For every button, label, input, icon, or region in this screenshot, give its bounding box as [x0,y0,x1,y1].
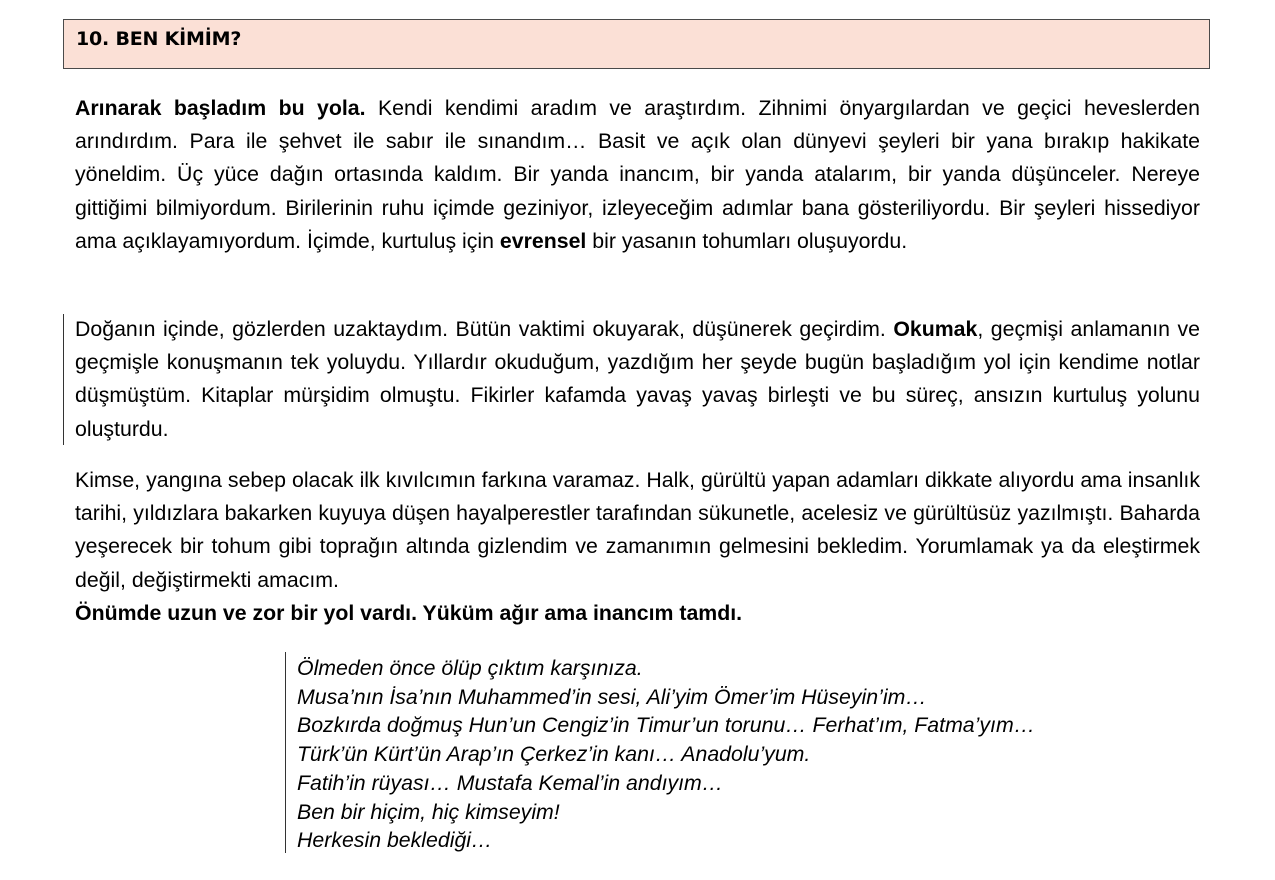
poem-side-bar [285,652,286,853]
poem-line: Herkesin beklediği… [297,828,493,853]
paragraph-2-text-a: Doğanın içinde, gözlerden uzaktaydım. Bütün vaktimi okuyarak, düşünerek geçirdim. [75,317,894,341]
poem-line: Musa’nın İsa’nın Muhammed’in sesi, Ali’yim Ömer’im Hüseyin’im… [297,684,927,709]
paragraph-1-text-a: Kendi kendimi aradım ve araştırdım. Zihnimi önyargılardan ve geçici heveslerden arındırdım. Para ile şehvet ile sabır ile sınandım… Basit ve açık olan dünyevi şeyleri bir yana bırakıp hakikate yöneldim. Üç yüce dağın ortasında kaldım. Bir yanda inancım, bir yanda atalarım, bir yanda düşünceler. Nereye gittiğimi bilmiyordum. Birilerinin ruhu içimde geziniyor, izleyeceğim adımlar bana gösteriliyordu. Bir şeyleri hissediyor ama açıklayamıyordum. İçimde, kurtuluş için [75,96,1200,253]
title-box [63,19,1210,69]
paragraph-2-side-bar [63,314,64,445]
paragraph-1-bold-word: evrensel [499,228,587,253]
paragraph-1-text-b: bir yasanın tohumları oluşuyordu. [586,228,908,253]
poem-line: Türk’ün Kürt’ün Arap’ın Çerkez’in kanı… Anadolu’yum. [297,742,811,767]
poem-line: Bozkırda doğmuş Hun’un Cengiz’in Timur’un torunu… Ferhat’ım, Fatma’yım… [297,713,1035,738]
poem-line: Ben bir hiçim, hiç kimseyim! [297,799,560,824]
paragraph-2-bold-word: Okumak [893,317,978,341]
paragraph-2-text-b: , geçmişi anlamanın ve geçmişle konuşmanın tek yoluydu. Yıllardır okuduğum, yazdığım her şeyde bugün başladığım yol için kendime notlar düşmüştüm. Kitaplar mürşidim olmuştu. Fikirler kafamda yavaş yavaş birleşti ve bu süreç, ansızın kurtuluş yolunu oluşturdu. [75,317,1201,441]
paragraph-4-bold: Önümde uzun ve zor bir yol vardı. Yüküm ağır ama inancım tamdı. [75,601,743,625]
paragraph-1 [75,92,1200,258]
paragraph-4 [75,597,1200,630]
poem-line: Ölmeden önce ölüp çıktım karşınıza. [297,656,643,680]
poem [297,654,1035,855]
paragraph-3: Kimse, yangına sebep olacak ilk kıvılcımın farkına varamaz. Halk, gürültü yapan adamları dikkate alıyordu ama insanlık tarihi, yıldızlara bakarken kuyuya düşen hayalperestler tarafından sükunetle, acelesiz ve gürültüsüz yazılmıştı. Baharda yeşerecek bir tohum gibi toprağın altında gizlendim ve zamanımın gelmesini bekledim. Yorumlamak ya da eleştirmek değil, değiştirmekti amacım. [75,468,1200,592]
section-title: 10. BEN KİMİM? [76,28,242,50]
paragraph-2 [75,313,1200,446]
paragraph-1-lead: Arınarak başladım bu yola. [75,96,366,120]
poem-line: Fatih’in rüyası… Mustafa Kemal’in andıyım… [297,770,724,795]
